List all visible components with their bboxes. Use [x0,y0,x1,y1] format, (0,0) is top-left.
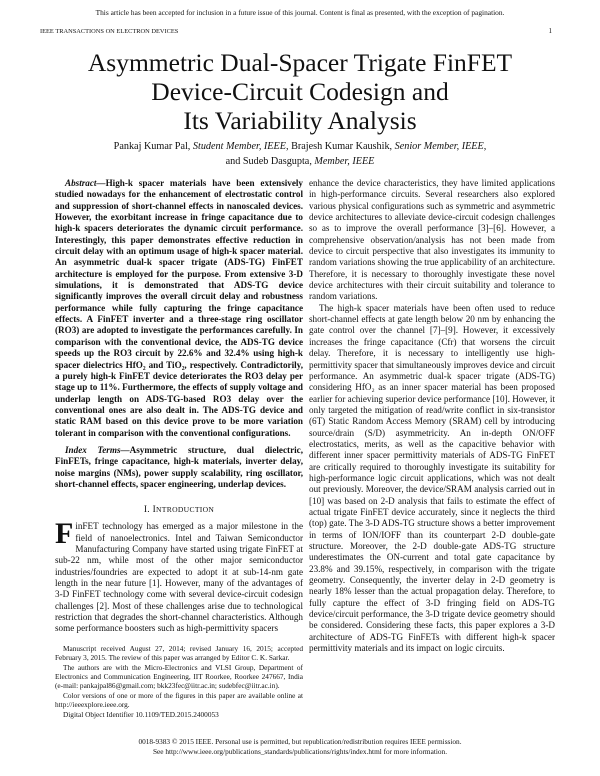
section-title-initial: I [152,505,157,516]
two-column-body [0,178,600,719]
body-paragraph: enhance the device characteristics, they have limited applications in high-performance circuits. Several researchers also explored various physical configurations such as symmetric and asymmetric device architectures to alleviate device-circuit codesign challenges so as to improve the overall performance [3]–[6]. However, a comprehensive observation/analysis has not been made from device to circuit perspective that also investigates its immunity to random variations showing the true applicability of an architecture. Therefore, it is necessary to thoroughly investigate these novel device architectures with their circuit suitability and tolerance to random variations. [309,178,555,302]
body-paragraph: The high-k spacer materials have been often used to reduce short-channel effects at gate length below 20 nm by enhancing the gate control over the channel [7]–[9]. However, it excessively increases the fringe capacitance (Cfr) that worsens the circuit delay. Therefore, it is necessary to intelligently use high-permittivity spacer that simultaneously improves device and circuit performance. An asymmetric dual-k spacer trigate (ADS-TG) considering HfO₂ as an inner spacer material has been proposed earlier for achieving superior device performance [10]. However, it only targeted the mitigation of read/write conflict in six-transistor (6T) Static Random Access Memory (SRAM) cell by introducing source/drain (S/D) asymmetricity. An in-depth ON/OFF electrostatics, merits, as well as the capacitive behavior with different inner spacer permittivity materials of ADS-TG FinFET are critically required to thoroughly investigate its suitability for high-performance logic circuit applications, which was not dealt out previously. Moreover, the device/SRAM analysis carried out in [10] was based on 2-D analysis that fails to estimate the effect of actual trigate FinFET device accurately, since it neglects the third (top) gate. The 3-D ADS-TG structure shows a better improvement in terms of ION/IOFF than its counterpart 2-D double-gate structure. Moreover, the 2-D double-gate ADS-TG structure underestimates the ON-current and total gate capacitance by 23.8% and 39.15%, respectively, in comparison with the trigate geometry. Consequently, the inverter delay in 2-D geometry is nearly 18% lesser than the actual propagation delay. Therefore, to fully capture the effect of 3-D fringing field on ADS-TG device/circuit performance, the 3-D trigate device geometry should be considered. Considering these facts, this paper explores a 3-D architecture of ADS-TG FinFETs with different high-k spacer permittivity materials and its impact on logic circuits. [309,302,555,654]
section-number: I. [143,505,150,516]
footnote: Digital Object Identifier 10.1109/TED.2015.2400053 [63,709,219,719]
introduction-text [55,517,303,634]
rights-link-line: See http://www.ieee.org/publications_standards/publications/rights/index.html for more information. [152,747,448,757]
author-list [0,140,600,169]
footnote: Manuscript received August 27, 2014; revised January 16, 2015; accepted February 3, 2015. The review of this paper was arranged by Editor C. K. Sarkar. [55,643,303,663]
title-line: Device-Circuit Codesign and [151,77,449,106]
acceptance-banner: This article has been accepted for inclusion in a future issue of this journal. Content is final as presented, with the exception of pagination. [95,8,505,17]
abstract-text: High-k spacer materials have been extensively studied nowadays for the enhancement of electrostatic control and suppression of short-channel effects in nanoscaled devices. However, the exorbitant increase in fringe capacitance due to high-k spacers deteriorates the dynamic circuit performance. Interestingly, this paper demonstrates effective reduction in circuit delay with an optimum usage of high-k spacer material. An asymmetric dual-k spacer trigate (ADS-TG) FinFET architecture is employed for the purpose. From extensive 3-D simulations, it is demonstrated that ADS-TG device significantly improves the overall circuit delay and robustness performance while fully capturing the fringe capacitance effects. A FinFET inverter and a three-stage ring oscillator (RO3) are adopted to investigate the performances carefully. In comparison with the conventional device, the ADS-TG device speeds up the RO3 circuit by 22.6% and 32.4% using high-k spacer dielectrics HfO₂ and TiO₂, respectively. Contradictorily, a purely high-k FinFET device deteriorates the RO3 delay per stage up to 11%. Furthermore, the effects of supply voltage and underlap length on ADS-TG-based RO3 delay over the conventional ones are also dealt in. The ADS-TG device and static RAM based on this device prove to be more variation tolerant in comparison with the conventional configurations. [55,178,303,438]
footnote: Color versions of one or more of the figures in this paper are available online at http://ieeexplore.ieee.org. [55,690,303,710]
left-column [55,178,303,719]
title-line: Asymmetric Dual-Spacer Trigate FinFET [87,48,513,77]
footnotes [55,644,303,719]
index-terms-text: Asymmetric structure, dual dielectric, FinFETs, fringe capacitance, high-k materials, inverter delay, noise margins (NMs), power supply scalability, ring oscillator, short-channel effects, spacer engineering, underlap devices. [55,444,303,489]
intro-paragraph: inFET technology has emerged as a major milestone in the field of nanoelectronics. Intel and Taiwan Semiconductor Manufacturing Company have started using trigate FinFET at sub-22 nm, while most of the other major semiconductor industries/foundries are expected to adopt it at sub-14-nm gate length in the near future [1]. However, many of the advantages of 3-D FinFET technology come with several device-circuit codesign challenges [2]. Most of these challenges arise due to technological restriction that degrades the short-channel characteristics. Although some performance boosters such as high-permittivity spacers [55,521,303,634]
copyright-footer [0,737,600,766]
index-terms-label: Index Terms— [65,444,130,455]
drop-cap: F [55,517,74,551]
author-membership: Member, IEEE [314,155,375,167]
right-column-text [309,178,555,719]
abstract-label: Abstract— [65,178,106,188]
title-line: Its Variability Analysis [183,106,417,135]
author-name: and Sudeb Dasgupta, [225,155,312,167]
section-title-rest: NTRODUCTION [156,505,215,515]
author-name: Pankaj Kumar Pal, [113,141,191,152]
copyright-line: 0018-9383 © 2015 IEEE. Personal use is permitted, but republication/redistribution requires IEEE permission. [138,736,462,746]
paper-title [0,48,600,135]
index-terms [55,445,303,490]
author-membership: Student Member, IEEE, [192,141,289,152]
author-membership: Senior Member, IEEE, [394,141,487,152]
page-number: 1 [548,27,552,35]
page-header [40,27,552,36]
section-heading [55,504,303,516]
author-name: Brajesh Kumar Kaushik, [291,141,393,152]
abstract [55,178,303,439]
footnote: The authors are with the Micro-Electronics and VLSI Group, Department of Electronics and Communication Engineering, IIT Roorkee, Roorkee 247667, India (e-mail: pankajpal86@gmail.com; bkk23fec@iitr.ac.in; sudebfec@iitr.ac.in). [55,662,303,691]
running-head: IEEE TRANSACTIONS ON ELECTRON DEVICES [40,28,179,35]
